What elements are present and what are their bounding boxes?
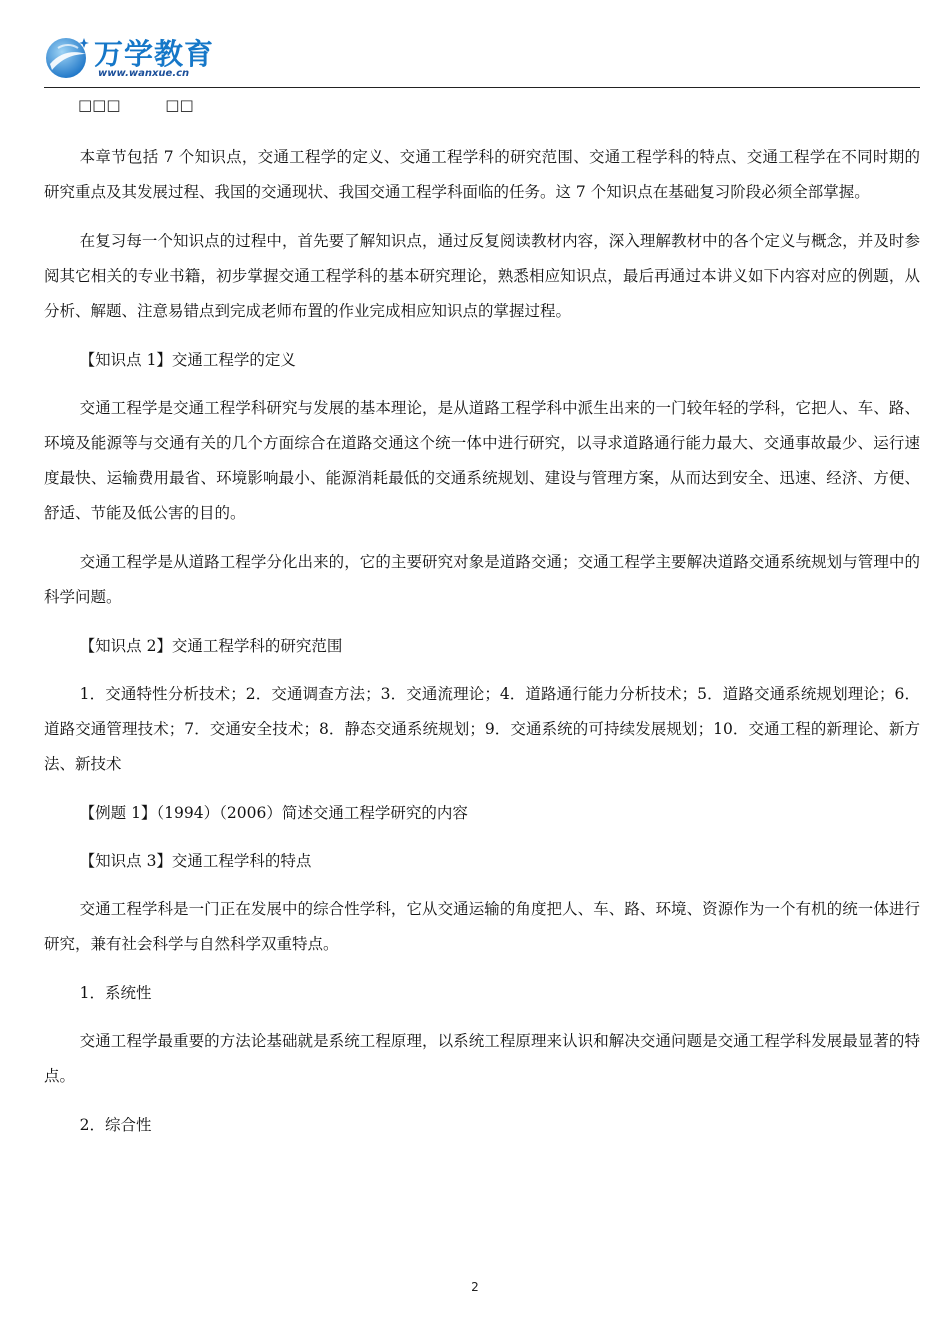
chapter-heading: □□□ □□: [78, 96, 194, 114]
wanxue-logo-icon: [44, 34, 90, 80]
logo-url: www.wanxue.cn: [98, 68, 190, 79]
page-number: 2: [471, 1280, 479, 1294]
logo-text: 万学教育: [94, 37, 215, 71]
intro-paragraph: 本章节包括 7 个知识点，交通工程学的定义、交通工程学科的研究范围、交通工程学科的特点、交通工程学在不同时期的研究重点及其发展过程、我国的交通现状、我国交通工程学科面临的任务。这 7 个知识点在基础复习阶段必须全部掌握。: [44, 148, 920, 201]
header-divider: [44, 87, 920, 88]
page-header: [44, 28, 920, 88]
definition-paragraph: 交通工程学是交通工程学科研究与发展的基本理论，是从道路工程学科中派生出来的一门较年轻的学科，它把人、车、路、环境及能源等与交通有关的几个方面综合在道路交通这个统一体中进行研究，以寻求道路通行能力最大、交通事故最少、运行速度最快、运输费用最省、环境影响最小、能源消耗最低的交通系统规划、建设与管理方案，从而达到安全、迅速、经济、方便、舒适、节能及低公害的目的。: [44, 399, 920, 522]
research-object-paragraph: 交通工程学是从道路工程学分化出来的，它的主要研究对象是道路交通；交通工程学主要解决道路交通系统规划与管理中的科学问题。: [44, 553, 920, 606]
systematic-heading: 1．系统性: [79, 984, 152, 1002]
characteristics-paragraph: 交通工程学科是一门正在发展中的综合性学科，它从交通运输的角度把人、车、路、环境、资源作为一个有机的统一体进行研究，兼有社会科学与自然科学双重特点。: [44, 900, 920, 953]
knowledge-point-1-heading: 【知识点 1】交通工程学的定义: [79, 351, 296, 369]
knowledge-point-3-heading: 【知识点 3】交通工程学科的特点: [79, 852, 312, 870]
research-scope-paragraph: 1．交通特性分析技术；2．交通调查方法；3．交通流理论；4．道路通行能力分析技术；5．道路交通系统规划理论；6．道路交通管理技术；7．交通安全技术；8．静态交通系统规划；9．交通系统的可持续发展规划；10．交通工程的新理论、新方法、新技术: [44, 685, 920, 773]
review-method-paragraph: 在复习每一个知识点的过程中，首先要了解知识点，通过反复阅读教材内容，深入理解教材中的各个定义与概念，并及时参阅其它相关的专业书籍，初步掌握交通工程学科的基本研究理论，熟悉相应知识点，最后再通过本讲义如下内容对应的例题，从分析、解题、注意易错点到完成老师布置的作业完成相应知识点的掌握过程。: [44, 232, 920, 320]
systematic-paragraph: 交通工程学最重要的方法论基础就是系统工程原理，以系统工程原理来认识和解决交通问题是交通工程学科发展最显著的特点。: [44, 1032, 920, 1085]
knowledge-point-2-heading: 【知识点 2】交通工程学科的研究范围: [79, 637, 343, 655]
document-body: [44, 140, 920, 1156]
comprehensive-heading: 2．综合性: [79, 1116, 152, 1134]
example-1-heading: 【例题 1】（1994）（2006）简述交通工程学研究的内容: [79, 804, 468, 822]
